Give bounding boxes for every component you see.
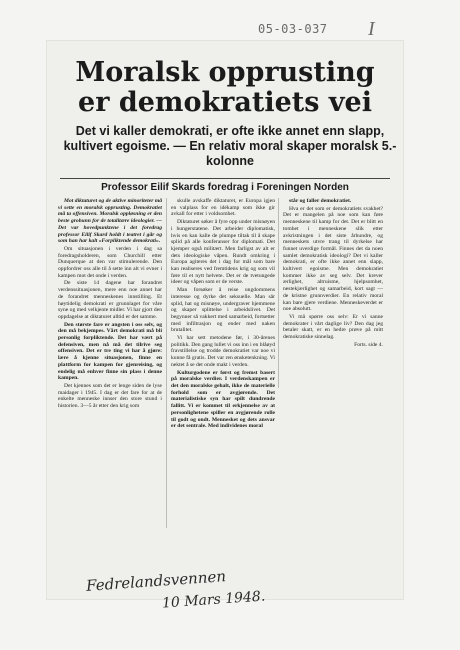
article-byline: Professor Eilif Skards foredrag i Foreningen Norden [101,182,349,193]
column-paragraph: Den største fare er angsten i oss selv, og den må bekjempes. Vårt demokrati må bli personlig forpliktende. Det har vært på defensiven, men nå må det tilrive seg offensiven. Det er tre ting vi har å gjøre: lære å kjenne situasjonen, finne en plattform for kampen for gjenreising, og endelig må enhver finne sin plass i denne kampen. [58,321,162,382]
headline-line-2: er demokratiets vei [78,87,372,118]
column-paragraph: Om situasjonen i verden i dag sa foredragsholderen, som Churchill etter Dunquerque at den var stimulerende. Den oppfordrer oss alle til å sette inn alt vi evner i kampen mot det onde i verden. [58,245,162,279]
column-paragraph: står og faller demokratiet. [289,198,352,204]
column-paragraph: Man forsøker å reise ungdommens interesse og dyrke det seksuelle. Man sår splid, hat og misnøye, undergraver hjemmene og skaper splittelse i arbeidslivet. Det begynner så vakkert med samarbeid, fortsetter med infiltrasjon og ender med naken brutalitet. [171,287,275,334]
article-column-1 [58,198,162,558]
archive-code: 05-03-037 [258,22,328,36]
column-paragraph: Det kjennes som det er lenge siden de lyse maidager i 1945. I dag er det fare for at de enkelte menneske innser den store stund i historien. 3—5 år etter den krig som [58,382,162,410]
article-column-2 [166,198,275,528]
article-column-3 [278,198,383,388]
continued-note: Forts. side 4. [354,341,383,348]
article-headline [50,58,400,118]
column-paragraph: De siste 14 dagene har forandret verdenssituasjonen, mere enn noe annet har de forandret menneskenes innstilling. Et høytidelig demokrati er grunnlaget for våre syne og med velkjente midler. Vi har gjort den oppdagelse at diktaturet alltid er det samme. [58,280,162,320]
column-paragraph: Hva er det som er demokratiets svakhet? Det er mangelen på noe som kan føre menneskene til kamp for det. Det er blitt en tomhet i menneskene slik etter avkristningen i det siste århundre, og menneskets utvre trang til dyrkelse har funnet uverdige formål. Finnes det da noen samlet demokratisk ideologi? Det vi kaller demokrati, er ofte ikke annet enn slapp, kultivert egoisme. Men demokratiet kommer ikke av seg selv. Det krever ærlighet, altruisme, hjelpsomhet, nestekjærlighet og samarbeid, kort sagt — de kristne grunnverdier. En relativ moral kan bare gjere verdiene. Menneskeverdet er noe absolutt. [283,205,383,313]
divider-rule [60,178,390,179]
column-paragraph: Vi har sett metodene før, i 30-årenes politikk. Den gang lullet vi oss inn i en blåøyd fravstillelse og trodde demokratiet var noe vi kunne få gratis. Det var ren ønsketenkning. Vi nektet å se det onde makt i verden. [171,335,275,368]
column-paragraph: Kulturgodene er først og fremst basert på moralske verdier. I verdenskampen er det den moralske gehalt, ikke de materielle forhold som er avgjørende. Det materialistiske syn har spilt dundrende fallitt. Vi er kommet til erkjennelse av at personlighetene spiller en avgjørende rolle til godt og ondt. Mennesket og dets ansvar er det sentrale. Med individenes moral [171,369,275,430]
handwritten-date: 10 Mars 1948. [161,588,266,612]
column-paragraph: skulle avskaffe diktaturet, er Europa igjen en valplass for en idékamp som ikke gir avkall for etter i voldsomhet. [171,198,275,218]
column-paragraph: Diktaturet søker å fyre opp under misnøyen i hungerstatene. Det arbeider diplomatisk, hvis en kan kalle de plumpe tiltak til å skape splid på alle konferanser for diplomati. Det kjemper også militært. Men farligst av alt er dets ideologiske våpen. Rundt omkring i Europa agiteres det i dag for mål som bare kan realiseres ved fremtidens krig og som vil føre til et nytt helvete. Det er de tvetungede ideer og våpen som er de verste. [171,219,275,286]
roman-numeral-mark: I [368,18,375,40]
article-subheadline: Det vi kaller demokrati, er ofte ikke annet enn slapp, kultivert egoisme. — En relativ moral skaper moralsk 5.-kolonne [63,124,397,168]
handwritten-source: Fedrelandsvennen [85,567,227,595]
headline-line-1: Moralsk opprusting [75,57,375,88]
column-paragraph: Vi må spørre oss selv: Er vi sanne demokrater i vårt daglige liv? Den dag jeg betaler skatt, er en hedre prøve på mitt demokratiske sinnelag. [283,313,383,341]
column-paragraph: Mot diktaturet og de aktive minoriteter må vi sette en moralsk opprusting. Demokratiet må ta offensiven. Moralsk oppløsning er den beste grobunn for de totalitære ideologier. — Det var hovedpunktene i det foredrag professor Eilif Skard holdt i teatret i går og som han har kalt «Forpliktende demokrati». [58,198,162,245]
